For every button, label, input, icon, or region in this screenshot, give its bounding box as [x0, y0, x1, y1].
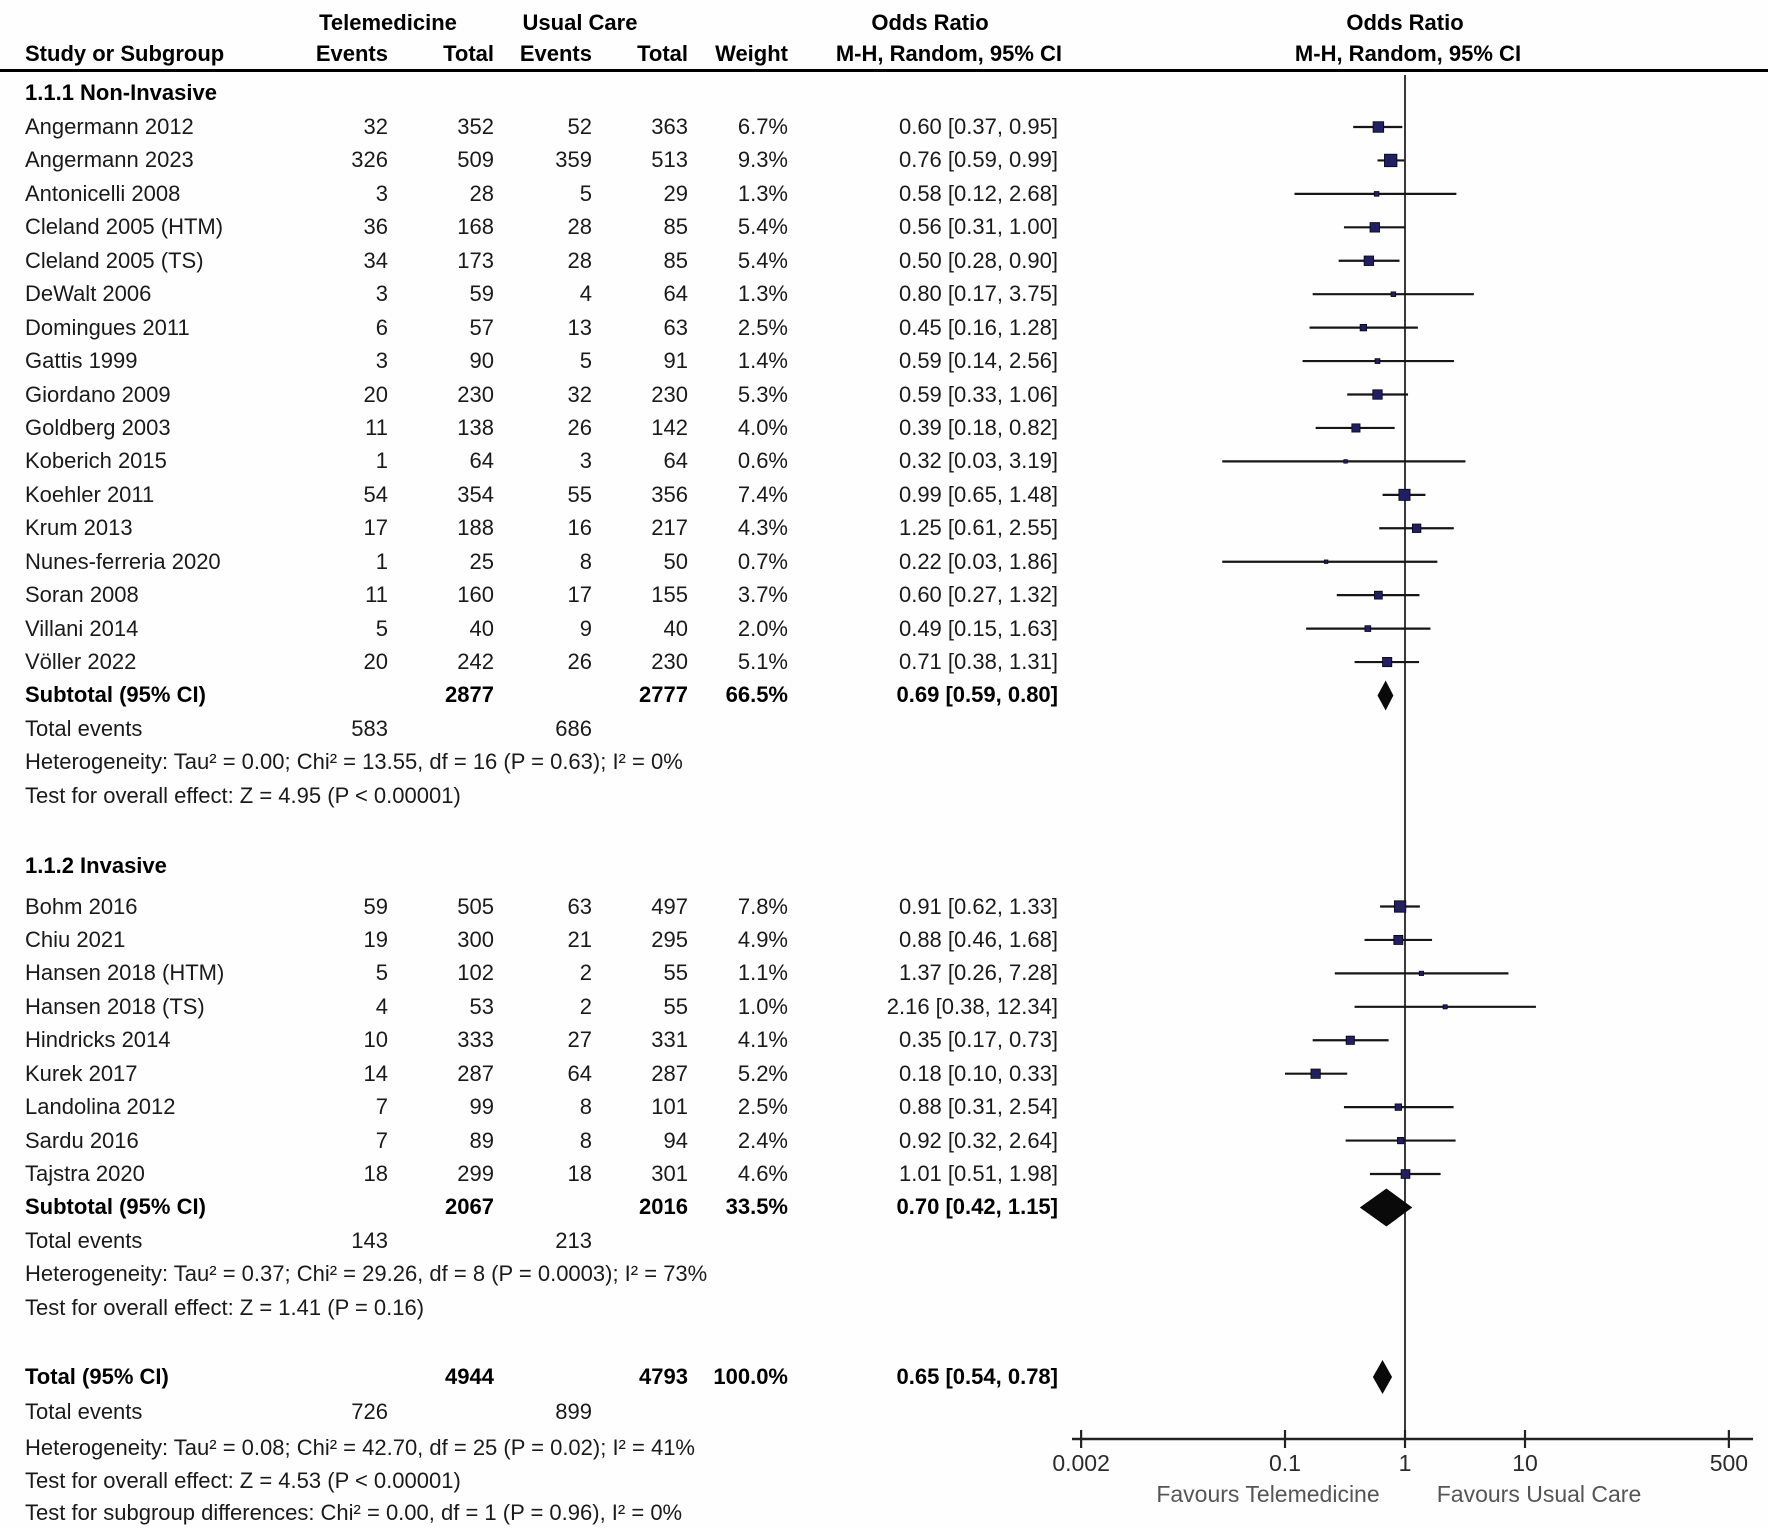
weight-value: 33.5% [725, 1194, 788, 1220]
or-square-marker [1419, 971, 1423, 975]
total-events-telemedicine: 143 [351, 1227, 388, 1253]
study-label: Tajstra 2020 [25, 1161, 145, 1187]
events-usual-care: 28 [567, 214, 592, 240]
total-telemedicine: 299 [457, 1161, 494, 1187]
total-usual-care: 155 [651, 582, 688, 608]
or-ci-text: 0.39 [0.18, 0.82] [898, 414, 1058, 440]
total-telemedicine: 57 [469, 314, 494, 340]
axis-tick-label: 500 [1709, 1450, 1749, 1476]
total-usual-care: 513 [651, 147, 688, 173]
total-telemedicine: 2067 [445, 1194, 494, 1220]
total-usual-care: 55 [663, 993, 688, 1019]
study-label: Hindricks 2014 [25, 1027, 171, 1053]
or-square-marker [1344, 460, 1348, 464]
col-header-mh-ci-plot: M-H, Random, 95% CI [1294, 41, 1522, 66]
weight-value: 7.8% [737, 893, 788, 919]
events-usual-care: 2 [579, 993, 592, 1019]
or-square-marker [1360, 324, 1366, 330]
events-usual-care: 18 [567, 1161, 592, 1187]
or-square-marker [1375, 359, 1380, 364]
pooled-row-label: Subtotal (95% CI) [25, 682, 206, 708]
or-ci-text: 0.59 [0.14, 2.56] [898, 348, 1058, 374]
weight-value: 2.4% [737, 1127, 788, 1153]
or-ci-text: 0.18 [0.10, 0.33] [898, 1060, 1058, 1086]
or-square-marker [1365, 626, 1371, 632]
study-label: Antonicelli 2008 [25, 180, 181, 206]
pooled-diamond [1378, 680, 1394, 710]
weight-value: 1.4% [737, 348, 788, 374]
header-divider [0, 69, 1768, 72]
events-usual-care: 2 [579, 960, 592, 986]
axis-tick-label: 0.002 [1052, 1450, 1110, 1476]
total-usual-care: 230 [651, 649, 688, 675]
events-telemedicine: 4 [375, 993, 388, 1019]
total-telemedicine: 25 [469, 548, 494, 574]
total-telemedicine: 168 [457, 214, 494, 240]
events-telemedicine: 54 [363, 481, 388, 507]
col-group-odds-ratio-plot: Odds Ratio [1346, 10, 1464, 35]
or-ci-text: 0.80 [0.17, 3.75] [898, 281, 1058, 307]
col-header-events-1: Events [315, 41, 388, 66]
col-header-total-1: Total [443, 41, 494, 66]
pooled-row-label: Total (95% CI) [25, 1364, 169, 1389]
events-telemedicine: 32 [363, 114, 388, 139]
or-square-marker [1346, 1036, 1354, 1044]
study-label: Chiu 2021 [25, 926, 126, 952]
events-telemedicine: 6 [375, 314, 388, 340]
total-telemedicine: 28 [469, 180, 494, 206]
or-ci-text: 0.58 [0.12, 2.68] [898, 180, 1058, 206]
events-telemedicine: 1 [375, 448, 388, 474]
study-label: Angermann 2023 [25, 147, 194, 173]
total-usual-care: 217 [651, 515, 688, 541]
axis-tick-label: 1 [1398, 1450, 1412, 1476]
total-telemedicine: 90 [469, 348, 494, 374]
total-telemedicine: 160 [457, 582, 494, 608]
total-usual-care: 29 [663, 180, 688, 206]
or-square-marker [1394, 901, 1405, 912]
or-square-marker [1384, 154, 1397, 167]
events-usual-care: 52 [567, 114, 592, 139]
total-telemedicine: 99 [469, 1094, 494, 1120]
events-usual-care: 63 [567, 893, 592, 919]
events-usual-care: 27 [567, 1027, 592, 1053]
total-telemedicine: 354 [457, 481, 494, 507]
study-label: Kurek 2017 [25, 1060, 138, 1086]
events-telemedicine: 11 [365, 414, 388, 440]
or-ci-text: 0.99 [0.65, 1.48] [898, 481, 1058, 507]
or-ci-text: 0.69 [0.59, 0.80] [896, 682, 1058, 708]
total-usual-care: 101 [651, 1094, 688, 1120]
weight-value: 6.7% [737, 114, 788, 139]
events-usual-care: 17 [567, 582, 592, 608]
total-events-usual-care: 899 [555, 1399, 592, 1424]
or-ci-text: 0.76 [0.59, 0.99] [898, 147, 1058, 173]
total-telemedicine: 505 [457, 893, 494, 919]
events-usual-care: 32 [567, 381, 592, 407]
events-telemedicine: 326 [351, 147, 388, 173]
total-usual-care: 63 [663, 314, 688, 340]
events-telemedicine: 3 [375, 180, 388, 206]
weight-value: 4.9% [737, 926, 788, 952]
weight-value: 0.7% [737, 548, 788, 574]
or-ci-text: 2.16 [0.38, 12.34] [886, 993, 1058, 1019]
or-square-marker [1364, 256, 1374, 266]
events-telemedicine: 7 [375, 1127, 388, 1153]
weight-value: 4.1% [737, 1027, 788, 1053]
weight-value: 5.4% [737, 247, 788, 273]
total-usual-care: 287 [651, 1060, 688, 1086]
total-events-label: Total events [25, 1399, 143, 1424]
or-ci-text: 0.59 [0.33, 1.06] [898, 381, 1058, 407]
events-usual-care: 9 [579, 615, 592, 641]
or-ci-text: 1.01 [0.51, 1.98] [898, 1161, 1058, 1187]
total-usual-care: 295 [651, 926, 688, 952]
col-group-telemedicine: Telemedicine [319, 10, 457, 35]
weight-value: 0.6% [737, 448, 788, 474]
col-group-odds-ratio-text: Odds Ratio [871, 10, 989, 35]
events-usual-care: 28 [567, 247, 592, 273]
events-telemedicine: 19 [363, 926, 388, 952]
or-square-marker [1311, 1069, 1320, 1078]
or-square-marker [1383, 657, 1392, 666]
events-usual-care: 64 [567, 1060, 592, 1086]
overall-effect-test: Test for overall effect: Z = 1.41 (P = 0.16) [25, 1294, 425, 1320]
weight-value: 4.3% [737, 515, 788, 541]
study-label: Angermann 2012 [25, 114, 194, 139]
events-telemedicine: 14 [363, 1060, 388, 1086]
total-usual-care: 497 [651, 893, 688, 919]
events-telemedicine: 3 [375, 281, 388, 307]
study-label: Hansen 2018 (HTM) [25, 960, 225, 986]
study-label: Koehler 2011 [25, 481, 155, 507]
events-telemedicine: 7 [375, 1094, 388, 1120]
events-telemedicine: 59 [363, 893, 388, 919]
favours-left-label: Favours Telemedicine [1156, 1481, 1380, 1507]
or-square-marker [1397, 1137, 1403, 1143]
weight-value: 1.3% [737, 180, 788, 206]
events-usual-care: 26 [567, 414, 592, 440]
or-ci-text: 0.35 [0.17, 0.73] [898, 1027, 1058, 1053]
events-telemedicine: 20 [363, 381, 388, 407]
events-telemedicine: 5 [375, 960, 388, 986]
heterogeneity-stats: Heterogeneity: Tau² = 0.37; Chi² = 29.26, df = 8 (P = 0.0003); I² = 73% [25, 1261, 708, 1287]
events-telemedicine: 17 [363, 515, 388, 541]
weight-value: 66.5% [725, 682, 788, 708]
total-usual-care: 4793 [639, 1364, 688, 1389]
events-usual-care: 55 [567, 481, 592, 507]
weight-value: 2.0% [737, 615, 788, 641]
events-usual-care: 21 [567, 926, 592, 952]
study-label: Sardu 2016 [25, 1127, 139, 1153]
total-telemedicine: 2877 [445, 682, 494, 708]
or-ci-text: 1.25 [0.61, 2.55] [898, 515, 1058, 541]
total-usual-care: 331 [651, 1027, 688, 1053]
or-square-marker [1370, 223, 1380, 233]
col-header-study: Study or Subgroup [25, 41, 225, 66]
study-label: Landolina 2012 [25, 1094, 176, 1120]
or-ci-text: 0.70 [0.42, 1.15] [896, 1194, 1058, 1220]
weight-value: 100.0% [713, 1364, 788, 1389]
total-usual-care: 64 [663, 281, 688, 307]
total-usual-care: 2016 [639, 1194, 688, 1220]
or-ci-text: 0.60 [0.27, 1.32] [898, 582, 1058, 608]
events-telemedicine: 18 [363, 1161, 388, 1187]
axis-tick-label: 0.1 [1269, 1450, 1301, 1476]
total-usual-care: 356 [651, 481, 688, 507]
or-square-marker [1391, 292, 1396, 297]
or-square-marker [1374, 192, 1379, 197]
events-usual-care: 359 [555, 147, 592, 173]
weight-value: 1.1% [737, 960, 788, 986]
or-ci-text: 0.45 [0.16, 1.28] [898, 314, 1058, 340]
subgroup-heading: 1.1.1 Non-Invasive [25, 80, 217, 105]
events-usual-care: 3 [579, 448, 592, 474]
events-usual-care: 8 [579, 1094, 592, 1120]
total-usual-care: 91 [663, 348, 688, 374]
or-square-marker [1374, 591, 1382, 599]
col-header-total-2: Total [637, 41, 688, 66]
events-telemedicine: 20 [363, 649, 388, 675]
total-telemedicine: 188 [457, 515, 494, 541]
total-telemedicine: 138 [457, 414, 494, 440]
weight-value: 5.2% [737, 1060, 788, 1086]
favours-right-label: Favours Usual Care [1436, 1481, 1642, 1507]
total-events-usual-care: 686 [555, 715, 592, 741]
study-label: Gattis 1999 [25, 348, 138, 374]
pooled-row-label: Subtotal (95% CI) [25, 1194, 206, 1220]
total-usual-care: 301 [651, 1161, 688, 1187]
study-label: Koberich 2015 [25, 448, 167, 474]
total-telemedicine: 102 [457, 960, 494, 986]
or-square-marker [1412, 524, 1421, 533]
or-square-marker [1373, 390, 1382, 399]
total-telemedicine: 333 [457, 1027, 494, 1053]
weight-value: 4.0% [737, 414, 788, 440]
axis-tick-label: 10 [1512, 1450, 1538, 1476]
or-ci-text: 0.88 [0.46, 1.68] [898, 926, 1058, 952]
weight-value: 2.5% [737, 1094, 788, 1120]
study-label: Hansen 2018 (TS) [25, 993, 205, 1019]
or-ci-text: 1.37 [0.26, 7.28] [898, 960, 1058, 986]
overall-effect-test: Test for overall effect: Z = 4.53 (P < 0.00001) [25, 1468, 461, 1493]
total-events-telemedicine: 726 [351, 1399, 388, 1424]
events-telemedicine: 1 [375, 548, 388, 574]
or-square-marker [1443, 1005, 1447, 1009]
or-ci-text: 0.88 [0.31, 2.54] [898, 1094, 1058, 1120]
weight-value: 5.4% [737, 214, 788, 240]
weight-value: 7.4% [737, 481, 788, 507]
weight-value: 1.0% [737, 993, 788, 1019]
events-usual-care: 13 [567, 314, 592, 340]
study-label: Krum 2013 [25, 515, 133, 541]
weight-value: 4.6% [737, 1161, 788, 1187]
events-usual-care: 5 [579, 348, 592, 374]
events-telemedicine: 10 [363, 1027, 388, 1053]
or-ci-text: 0.22 [0.03, 1.86] [898, 548, 1058, 574]
total-events-telemedicine: 583 [351, 715, 388, 741]
or-ci-text: 0.49 [0.15, 1.63] [898, 615, 1058, 641]
total-events-label: Total events [25, 1227, 143, 1253]
events-telemedicine: 34 [363, 247, 388, 273]
total-telemedicine: 64 [469, 448, 494, 474]
events-usual-care: 5 [579, 180, 592, 206]
or-square-marker [1394, 935, 1403, 944]
total-telemedicine: 89 [469, 1127, 494, 1153]
or-square-marker [1399, 489, 1410, 500]
col-header-weight: Weight [715, 41, 788, 66]
overall-effect-test: Test for overall effect: Z = 4.95 (P < 0.00001) [25, 782, 461, 808]
total-telemedicine: 4944 [445, 1364, 494, 1389]
or-ci-text: 0.92 [0.32, 2.64] [898, 1127, 1058, 1153]
or-ci-text: 0.60 [0.37, 0.95] [898, 114, 1058, 139]
col-group-usual-care: Usual Care [522, 10, 638, 35]
study-label: Giordano 2009 [25, 381, 171, 407]
total-usual-care: 142 [651, 414, 688, 440]
study-label: Domingues 2011 [25, 314, 190, 340]
heterogeneity-stats: Heterogeneity: Tau² = 0.08; Chi² = 42.70, df = 25 (P = 0.02); I² = 41% [25, 1435, 695, 1460]
total-telemedicine: 53 [469, 993, 494, 1019]
total-telemedicine: 352 [457, 114, 494, 139]
events-telemedicine: 11 [365, 582, 388, 608]
total-usual-care: 363 [651, 114, 688, 139]
col-header-mh-ci-text: M-H, Random, 95% CI [835, 41, 1062, 66]
study-label: Soran 2008 [25, 582, 139, 608]
or-square-marker [1373, 122, 1384, 133]
study-label: Goldberg 2003 [25, 414, 171, 440]
total-telemedicine: 230 [457, 381, 494, 407]
weight-value: 3.7% [737, 582, 788, 608]
events-usual-care: 4 [579, 281, 592, 307]
total-events-usual-care: 213 [555, 1227, 592, 1253]
or-ci-text: 0.50 [0.28, 0.90] [898, 247, 1058, 273]
study-label: Cleland 2005 (TS) [25, 247, 204, 273]
study-label: Villani 2014 [25, 615, 139, 641]
total-events-label: Total events [25, 715, 143, 741]
study-label: Völler 2022 [25, 649, 137, 675]
heterogeneity-stats: Heterogeneity: Tau² = 0.00; Chi² = 13.55, df = 16 (P = 0.63); I² = 0% [25, 749, 683, 775]
or-ci-text: 0.71 [0.38, 1.31] [898, 649, 1058, 675]
or-square-marker [1324, 560, 1328, 564]
or-ci-text: 0.56 [0.31, 1.00] [898, 214, 1058, 240]
col-header-events-2: Events [519, 41, 592, 66]
weight-value: 9.3% [737, 147, 788, 173]
or-square-marker [1395, 1104, 1401, 1110]
or-ci-text: 0.91 [0.62, 1.33] [898, 893, 1058, 919]
study-label: Nunes-ferreria 2020 [25, 548, 221, 574]
total-usual-care: 85 [663, 214, 688, 240]
total-telemedicine: 287 [457, 1060, 494, 1086]
weight-value: 2.5% [737, 314, 788, 340]
weight-value: 1.3% [737, 281, 788, 307]
total-usual-care: 55 [663, 960, 688, 986]
weight-value: 5.3% [737, 381, 788, 407]
study-label: Cleland 2005 (HTM) [25, 214, 224, 240]
total-usual-care: 2777 [639, 682, 688, 708]
total-usual-care: 64 [663, 448, 688, 474]
total-telemedicine: 173 [457, 247, 494, 273]
weight-value: 5.1% [737, 649, 788, 675]
or-square-marker [1401, 1170, 1410, 1179]
events-usual-care: 26 [567, 649, 592, 675]
total-usual-care: 85 [663, 247, 688, 273]
total-usual-care: 50 [663, 548, 688, 574]
total-telemedicine: 509 [457, 147, 494, 173]
events-telemedicine: 3 [375, 348, 388, 374]
subgroup-differences-test: Test for subgroup differences: Chi² = 0.00, df = 1 (P = 0.96), I² = 0% [25, 1500, 683, 1525]
or-ci-text: 0.65 [0.54, 0.78] [896, 1364, 1058, 1389]
events-telemedicine: 5 [375, 615, 388, 641]
or-ci-text: 0.32 [0.03, 3.19] [898, 448, 1058, 474]
total-usual-care: 230 [651, 381, 688, 407]
total-usual-care: 94 [663, 1127, 688, 1153]
events-telemedicine: 36 [363, 214, 388, 240]
total-telemedicine: 300 [457, 926, 494, 952]
events-usual-care: 8 [579, 548, 592, 574]
events-usual-care: 8 [579, 1127, 592, 1153]
study-label: Bohm 2016 [25, 893, 138, 919]
total-telemedicine: 40 [469, 615, 494, 641]
total-telemedicine: 59 [469, 281, 494, 307]
total-telemedicine: 242 [457, 649, 494, 675]
events-usual-care: 16 [567, 515, 592, 541]
pooled-diamond [1373, 1360, 1392, 1394]
subgroup-heading: 1.1.2 Invasive [25, 853, 167, 878]
total-usual-care: 40 [663, 615, 688, 641]
or-square-marker [1352, 424, 1360, 432]
study-label: DeWalt 2006 [25, 281, 152, 307]
